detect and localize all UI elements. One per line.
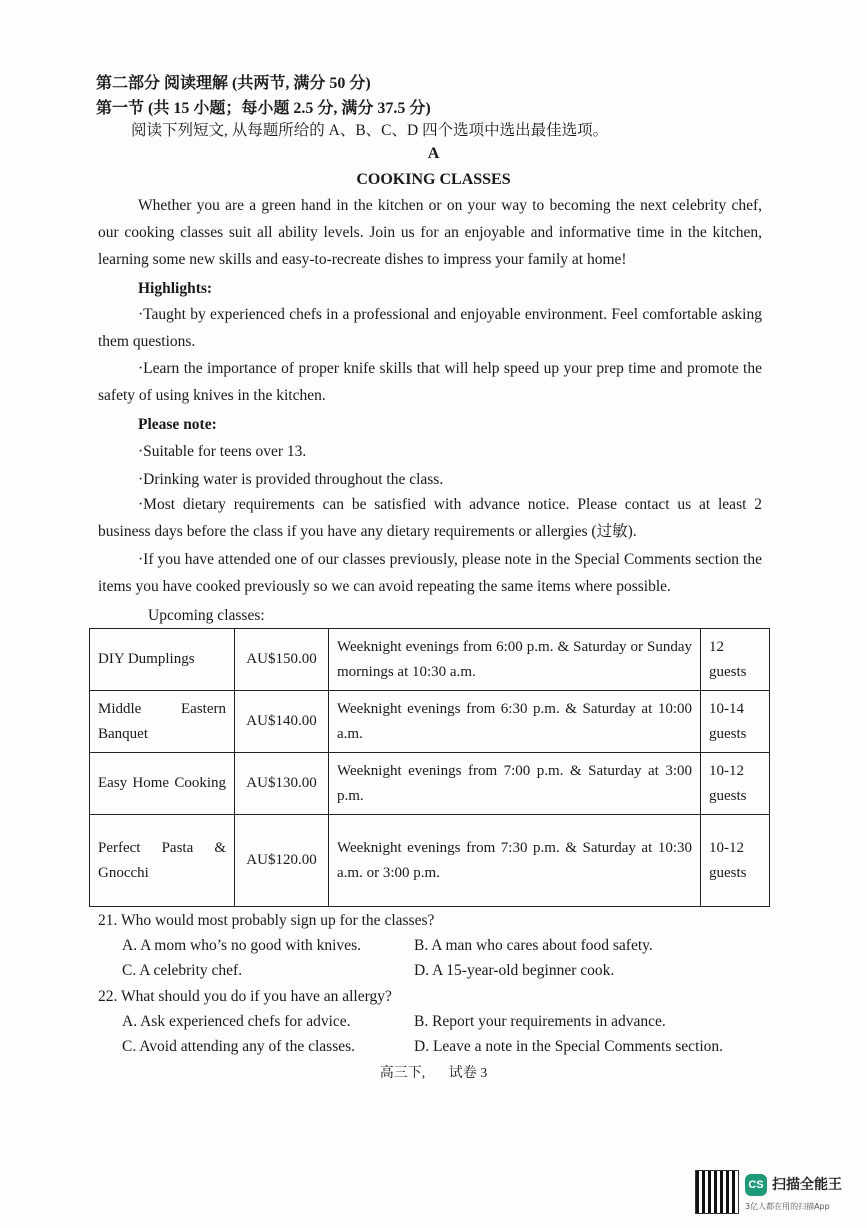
section-heading: 第一节 (共 15 小题；每小题 2.5 分, 满分 37.5 分) — [96, 100, 431, 117]
option-b: B. Report your requirements in advance. — [414, 1013, 666, 1030]
camscanner-logo-icon: CS — [745, 1174, 767, 1196]
option-c: C. Avoid attending any of the classes. — [122, 1038, 356, 1055]
option-a: A. A mom who’s no good with knives. — [122, 937, 361, 954]
class-guests: 10-12 guests — [701, 815, 770, 907]
table-row — [90, 629, 770, 691]
table-row — [90, 691, 770, 753]
class-name: DIY Dumplings — [90, 629, 235, 691]
class-time: Weeknight evenings from 6:00 p.m. & Saturday or Sunday mornings at 10:30 a.m. — [329, 629, 701, 691]
passage-title: COOKING CLASSES — [356, 171, 511, 188]
note-item: ·Suitable for teens over 13. — [138, 443, 307, 460]
classes-table — [89, 628, 770, 907]
note-heading: Please note: — [138, 416, 217, 433]
class-price: AU$150.00 — [235, 629, 329, 691]
class-name: Middle Eastern Banquet — [90, 691, 235, 753]
option-b: B. A man who cares about food safety. — [414, 937, 653, 954]
highlights-heading: Highlights: — [138, 280, 213, 297]
class-time: Weeknight evenings from 7:30 p.m. & Saturday at 10:30 a.m. or 3:00 p.m. — [329, 815, 701, 907]
page-footer — [0, 1062, 867, 1082]
note-item: ·If you have attended one of our classes previously, please note in the Special Comments section the items you have cooked previously so we can avoid repeating the same items where possible. — [98, 551, 762, 595]
class-price: AU$130.00 — [235, 753, 329, 815]
qr-code-icon — [695, 1170, 739, 1214]
question-stem: 22. What should you do if you have an allergy? — [98, 988, 392, 1005]
option-a: A. Ask experienced chefs for advice. — [122, 1013, 351, 1030]
table-row — [90, 753, 770, 815]
table-row — [90, 815, 770, 907]
option-d: D. A 15-year-old beginner cook. — [414, 962, 615, 979]
class-time: Weeknight evenings from 6:30 p.m. & Saturday at 10:00 a.m. — [329, 691, 701, 753]
watermark-brand: 扫描全能王 — [772, 1177, 842, 1193]
part-heading: 第二部分 阅读理解 (共两节, 满分 50 分) — [96, 75, 371, 92]
passage-letter: A — [427, 145, 440, 162]
class-price: AU$120.00 — [235, 815, 329, 907]
watermark-tagline: 3亿人都在用的扫描App — [745, 1202, 830, 1211]
class-name: Perfect Pasta & Gnocchi — [90, 815, 235, 907]
highlight-item: ·Taught by experienced chefs in a professional and enjoyable environment. Feel comfortable asking them questions. — [98, 306, 762, 350]
class-guests: 10-14 guests — [701, 691, 770, 753]
upcoming-label: Upcoming classes: — [148, 607, 265, 624]
footer-page-number: 试卷 3 — [448, 1066, 488, 1081]
option-d: D. Leave a note in the Special Comments section. — [414, 1038, 724, 1055]
option-c: C. A celebrity chef. — [122, 962, 243, 979]
class-name: Easy Home Cooking — [90, 753, 235, 815]
question-stem: 21. Who would most probably sign up for the classes? — [98, 912, 435, 929]
intro-paragraph: Whether you are a green hand in the kitchen or on your way to becoming the next celebrity chef, our cooking classes suit all ability levels. Join us for an enjoyable and informative time in the kitchen, learning some new skills and easy-to-recreate dishes to impress your family at home! — [98, 197, 762, 268]
highlight-item: ·Learn the importance of proper knife skills that will help speed up your prep time and promote the safety of using knives in the kitchen. — [98, 360, 762, 404]
note-item: ·Drinking water is provided throughout the class. — [138, 471, 444, 488]
class-price: AU$140.00 — [235, 691, 329, 753]
note-item: ·Most dietary requirements can be satisfied with advance notice. Please contact us at least 2 business days before the class if you have any dietary requirements or allergies (过敏). — [98, 496, 762, 540]
footer-grade: 高三下, — [379, 1066, 426, 1081]
instruction-text: 阅读下列短文, 从每题所给的 A、B、C、D 四个选项中选出最佳选项。 — [131, 122, 609, 139]
class-guests: 10-12 guests — [701, 753, 770, 815]
class-time: Weeknight evenings from 7:00 p.m. & Saturday at 3:00 p.m. — [329, 753, 701, 815]
class-guests: 12 guests — [701, 629, 770, 691]
